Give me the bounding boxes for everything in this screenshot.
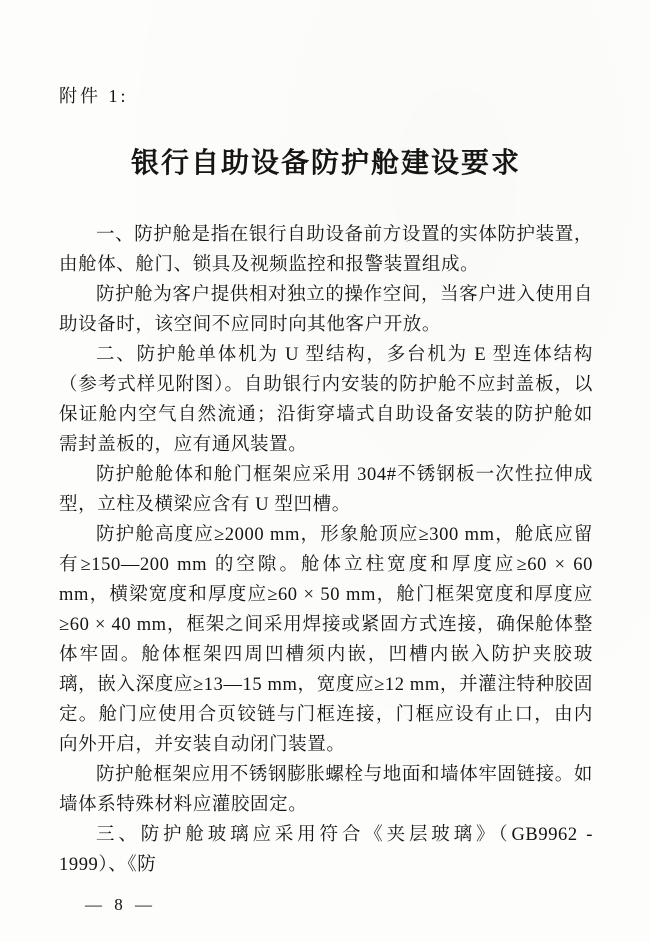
attachment-label: 附件 1: — [59, 86, 129, 106]
page-title: 银行自助设备防护舱建设要求 — [130, 148, 521, 179]
paragraph: 一、防护舱是指在银行自助设备前方设置的实体防护装置，由舱体、舱门、锁具及视频监控和报警装置组成。 — [59, 225, 593, 275]
paragraph: 二、防护舱单体机为 U 型结构，多台机为 E 型连体结构（参考式样见附图）。自助银行内安装的防护舱不应封盖板，以保证舱内空气自然流通；沿街穿墙式自助设备安装的防护舱如需封盖板的，应有通风装置。 — [59, 345, 593, 455]
paragraph: 防护舱舱体和舱门框架应采用 304#不锈钢板一次性拉伸成型，立柱及横梁应含有 U 型凹槽。 — [59, 465, 593, 515]
paragraph: 防护舱为客户提供相对独立的操作空间，当客户进入使用自助设备时，该空间不应同时向其他客户开放。 — [59, 285, 593, 335]
page-number: — 8 — — [85, 895, 156, 914]
document-body — [59, 220, 593, 880]
paragraph: 防护舱框架应用不锈钢膨胀螺栓与地面和墙体牢固链接。如墙体系特殊材料应灌胶固定。 — [59, 765, 593, 815]
paragraph: 防护舱高度应≥2000 mm，形象舱顶应≥300 mm，舱底应留有≥150—200 mm 的空隙。舱体立柱宽度和厚度应≥60 × 60 mm，横梁宽度和厚度应≥60 × 50 mm，舱门框架宽度和厚度应≥60 × 40 mm，框架之间采用焊接或紧固方式连接，确保舱体整体牢固。舱体框架四周凹槽须内嵌，凹槽内嵌入防护夹胶玻璃，嵌入深度应≥13—15 mm，宽度应≥12 mm，并灌注特种胶固定。舱门应使用合页铰链与门框连接，门框应设有止口，由内向外开启，并安装自动闭门装置。 — [59, 525, 593, 755]
paragraph: 三、防护舱玻璃应采用符合《夹层玻璃》（GB9962 - 1999）、《防 — [59, 825, 593, 875]
